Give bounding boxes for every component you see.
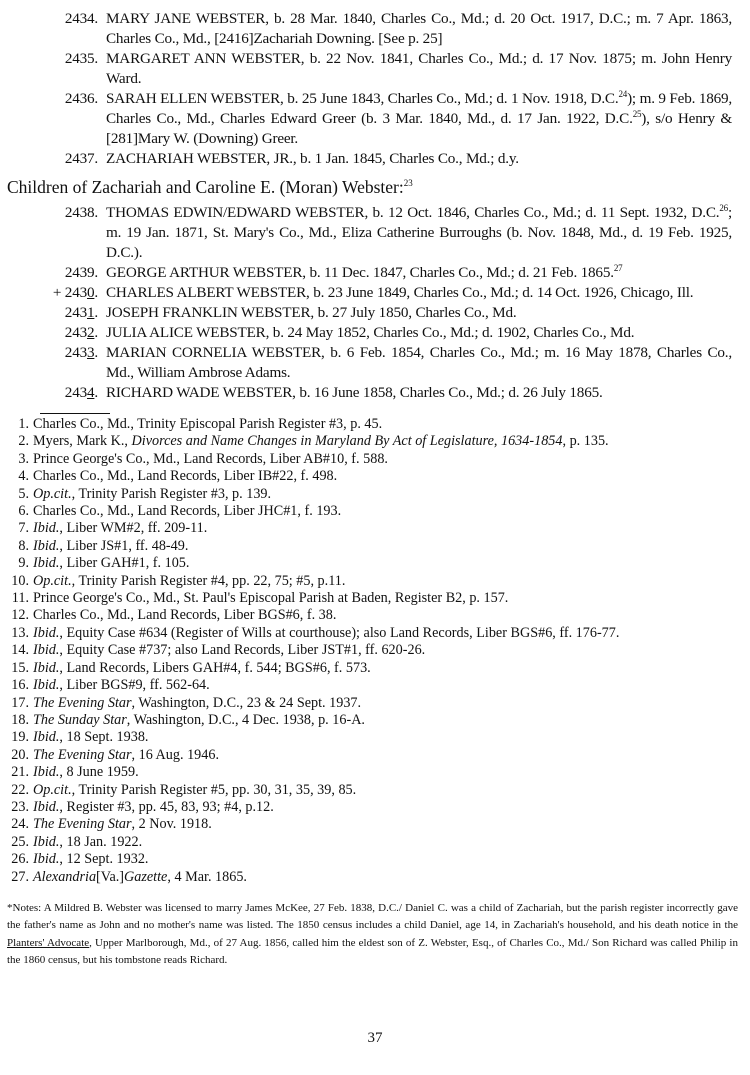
footnote-item — [0, 416, 750, 433]
text-segment: MARIAN CORNELIA WEBSTER, b. 6 Feb. 1854, Charles Co., Md.; m. 16 May 1878, Charles Co., Md., William Ambrose Adams. — [106, 344, 732, 381]
footnote-item — [0, 799, 750, 816]
entry-number: 2437. — [64, 150, 98, 167]
entry-number: 2439. — [64, 264, 98, 281]
footnote-number: 4. — [18, 468, 29, 485]
text-segment: , Liber WM#2, ff. 209-11. — [59, 520, 208, 537]
text-segment: , 8 June 1959. — [59, 764, 139, 781]
text-segment: MARY JANE WEBSTER, b. 28 Mar. 1840, Charles Co., Md.; d. 20 Oct. 1917, D.C.; m. 7 Apr. 1863, Charles Co., Md., [2416]Zachariah Downing. [See p. 25] — [106, 10, 732, 47]
footnote-number: 26. — [11, 851, 29, 868]
entry-marker: + — [52, 284, 65, 301]
entry-number-main: 243 — [64, 384, 87, 401]
entry-item — [0, 149, 750, 169]
footnote-text — [33, 573, 345, 590]
entry-number-main: 243 — [64, 344, 87, 361]
entry-number-digit: 0 — [86, 284, 95, 301]
footnote-number: 12. — [11, 607, 29, 624]
text-segment: GEORGE ARTHUR WEBSTER, b. 11 Dec. 1847, Charles Co., Md.; d. 21 Feb. 1865. — [106, 264, 614, 281]
footnote-number: 14. — [11, 642, 29, 659]
footnote-item — [0, 677, 750, 694]
footnote-item — [0, 520, 750, 537]
entry-item — [0, 203, 750, 263]
entry-number-digit: 4 — [86, 384, 95, 401]
footnote-item — [0, 607, 750, 624]
text-segment: CHARLES ALBERT WEBSTER, b. 23 June 1849, Charles Co., Md.; d. 14 Oct. 1926, Chicago, Ill. — [106, 284, 694, 301]
entry-text — [106, 149, 732, 169]
text-segment: MARGARET ANN WEBSTER, b. 22 Nov. 1841, Charles Co., Md.; d. 17 Nov. 1875; m. John Henry Ward. — [106, 50, 732, 87]
text-segment: ); m. 9 Feb. 1869, Charles Co., Md., Charles Edward Greer (b. 3 Mar. 1840, Md., d. 17 Jan. 1922, D.C. — [106, 90, 732, 127]
footnote-number: 19. — [11, 729, 29, 746]
entry-text — [106, 343, 732, 383]
footnote-text — [33, 625, 619, 642]
footnote-text — [33, 869, 247, 886]
footnote-item — [0, 486, 750, 503]
entry-number: 2436. — [64, 90, 98, 107]
text-segment: JULIA ALICE WEBSTER, b. 24 May 1852, Charles Co., Md.; d. 1902, Charles Co., Md. — [106, 324, 635, 341]
text-segment: , Equity Case #634 (Register of Wills at courthouse); also Land Records, Liber BGS#6, ff. 176-77. — [59, 624, 620, 641]
notes-text-1: *Notes: A Mildred B. Webster was licensed to marry James McKee, 27 Feb. 1838, D.C./ Daniel C. was a child of Zachariah, but the parish register incorrectly gave the father's name as John and no mother's name was listed. The 1850 census includes a child Daniel, age 14, in Zachariah's household, and his death notice in the — [7, 901, 738, 932]
footnote-number: 17. — [11, 694, 29, 711]
text-segment: Charles Co., Md., Land Records, Liber BGS#6, f. 38. — [33, 607, 337, 624]
footnote-item — [0, 451, 750, 468]
footnote-item — [0, 660, 750, 677]
footnote-text — [33, 451, 388, 468]
entry-number — [0, 303, 106, 323]
footnote-text — [33, 486, 271, 503]
footnote-text — [33, 816, 212, 833]
text-segment: ZACHARIAH WEBSTER, JR., b. 1 Jan. 1845, Charles Co., Md.; d.y. — [106, 150, 519, 167]
text-segment: ), s/o Henry & [281]Mary W. (Downing) Greer. — [106, 110, 733, 147]
entry-text — [106, 323, 732, 343]
entry-number-period: . — [94, 384, 98, 401]
footnote-text — [33, 416, 382, 433]
text-segment: Op.cit. — [33, 781, 72, 798]
footnote-item — [0, 712, 750, 729]
text-segment: , Trinity Parish Register #3, p. 139. — [71, 485, 272, 502]
entries-group-children — [0, 203, 750, 403]
entry-number-digit: 1 — [86, 304, 95, 321]
heading-footnote-ref: 23 — [403, 178, 413, 189]
footnote-item — [0, 695, 750, 712]
text-segment: Ibid. — [33, 555, 60, 572]
text-segment: , 2 Nov. 1918. — [131, 816, 212, 833]
footnote-number: 1. — [18, 416, 29, 432]
entry-number-digit: 3 — [86, 344, 95, 361]
text-segment: The Evening Star — [33, 694, 132, 711]
footnote-item — [0, 468, 750, 485]
text-segment: , Equity Case #737; also Land Records, Liber JST#1, ff. 620-26. — [59, 642, 426, 659]
footnote-text — [33, 433, 609, 450]
footnote-text — [33, 590, 508, 607]
footnote-item — [0, 503, 750, 520]
page-number: 37 — [367, 1029, 383, 1046]
text-segment: Ibid. — [33, 624, 60, 641]
entry-item — [0, 343, 750, 383]
text-segment: , p. 135. — [562, 433, 609, 450]
footnote-number: 23. — [11, 798, 29, 815]
text-segment: SARAH ELLEN WEBSTER, b. 25 June 1843, Charles Co., Md.; d. 1 Nov. 1918, D.C. — [106, 90, 619, 107]
entry-item — [0, 303, 750, 323]
footnote-item — [0, 729, 750, 746]
text-segment: [Va.] — [96, 868, 125, 885]
footnote-item — [0, 625, 750, 642]
notes-text-2: , Upper Marlborough, Md., of 27 Aug. 1856, called him the eldest son of Z. Webster, Esq., of Charles Co., Md./ Son Richard was called Philip in the 1860 census, but his tombstone reads Richard. — [7, 936, 738, 967]
footnote-text — [33, 764, 139, 781]
footnote-text — [33, 799, 274, 816]
entry-item — [0, 383, 750, 403]
entry-text — [106, 263, 732, 283]
text-segment: , Liber BGS#9, ff. 562-64. — [59, 677, 210, 694]
entry-number — [0, 383, 106, 403]
footnote-text — [33, 660, 371, 677]
text-segment: , Washington, D.C., 23 & 24 Sept. 1937. — [131, 694, 362, 711]
footnote-number: 18. — [11, 711, 29, 728]
text-segment: , 18 Sept. 1938. — [59, 729, 149, 746]
entry-text — [106, 9, 732, 49]
entry-item — [0, 89, 750, 149]
text-segment: Ibid. — [33, 659, 60, 676]
text-segment: Ibid. — [33, 520, 60, 537]
text-segment: , Land Records, Libers GAH#4, f. 544; BGS#6, f. 573. — [59, 659, 371, 676]
footnote-number: 27. — [11, 868, 29, 885]
text-segment: Ibid. — [33, 851, 60, 868]
heading-text: Children of Zachariah and Caroline E. (Moran) Webster: — [7, 177, 404, 197]
footnote-item — [0, 433, 750, 450]
entry-number: 2434. — [64, 10, 98, 27]
footnote-text — [33, 695, 361, 712]
text-segment: , Liber GAH#1, f. 105. — [59, 555, 190, 572]
footnote-item — [0, 642, 750, 659]
footnote-ref: 24 — [618, 88, 628, 99]
entry-text — [106, 383, 732, 403]
footnote-number: 5. — [18, 485, 29, 502]
footnote-number: 9. — [18, 555, 29, 572]
text-segment: , 12 Sept. 1932. — [59, 851, 149, 868]
footnote-text — [33, 468, 337, 485]
text-segment: Op.cit. — [33, 485, 72, 502]
footnote-item — [0, 816, 750, 833]
text-segment: The Evening Star — [33, 746, 132, 763]
footnote-number: 13. — [11, 624, 29, 641]
text-segment: Prince George's Co., Md., St. Paul's Episcopal Parish at Baden, Register B2, p. 157. — [33, 590, 509, 607]
text-segment: Ibid. — [33, 798, 60, 815]
text-segment: Ibid. — [33, 642, 60, 659]
footnote-number: 25. — [11, 833, 29, 850]
footnote-number: 15. — [11, 659, 29, 676]
footnote-number: 11. — [11, 590, 29, 607]
text-segment: The Sunday Star — [33, 711, 127, 728]
footnote-number: 7. — [18, 520, 29, 537]
entry-number: 2438. — [64, 204, 98, 221]
entry-number-period: . — [94, 324, 98, 341]
entry-number: 2435. — [64, 50, 98, 67]
notes-paragraph — [7, 900, 738, 970]
text-segment: Op.cit. — [33, 572, 72, 589]
footnote-number: 21. — [11, 764, 29, 781]
section-heading — [7, 175, 750, 199]
footnote-number: 8. — [18, 537, 29, 554]
text-segment: , Washington, D.C., 4 Dec. 1938, p. 16-A. — [126, 711, 365, 728]
text-segment: Myers, Mark K., — [33, 433, 132, 450]
entry-number — [0, 343, 106, 383]
text-segment: RICHARD WADE WEBSTER, b. 16 June 1858, Charles Co., Md.; d. 26 July 1865. — [106, 384, 603, 401]
footnote-text — [33, 503, 341, 520]
footnote-number: 3. — [18, 450, 29, 467]
text-segment: Alexandria — [33, 868, 97, 885]
footnote-item — [0, 764, 750, 781]
footnote-ref: 26 — [719, 202, 728, 213]
entry-item — [0, 9, 750, 49]
entry-number-period: . — [94, 304, 98, 321]
entry-number-main: 243 — [64, 284, 87, 301]
entry-item — [0, 49, 750, 89]
footnote-text — [33, 607, 336, 624]
footnote-number: 10. — [11, 572, 29, 589]
entry-item — [0, 263, 750, 283]
footnote-text — [33, 520, 207, 537]
footnote-text — [33, 729, 148, 746]
footnote-divider — [40, 413, 110, 414]
text-segment: The Evening Star — [33, 816, 132, 833]
footnote-item — [0, 590, 750, 607]
text-segment: JOSEPH FRANKLIN WEBSTER, b. 27 July 1850, Charles Co., Md. — [106, 304, 517, 321]
footnote-text — [33, 712, 365, 729]
entry-number — [0, 283, 106, 303]
entry-number-period: . — [94, 344, 98, 361]
text-segment: Ibid. — [33, 677, 60, 694]
footnotes-list — [0, 416, 750, 886]
footnote-text — [33, 677, 210, 694]
footnote-text — [33, 851, 148, 868]
text-segment: , 18 Jan. 1922. — [59, 833, 143, 850]
text-segment: Charles Co., Md., Land Records, Liber JHC#1, f. 193. — [33, 503, 342, 520]
footnote-item — [0, 869, 750, 886]
entry-number-period: . — [94, 284, 98, 301]
footnote-item — [0, 834, 750, 851]
footnote-item — [0, 573, 750, 590]
text-segment: , Trinity Parish Register #5, pp. 30, 31, 35, 39, 85. — [71, 781, 357, 798]
footnote-item — [0, 538, 750, 555]
footnote-number: 24. — [11, 816, 29, 833]
footnote-number: 6. — [18, 503, 29, 520]
footnote-text — [33, 747, 219, 764]
text-segment: Divorces and Name Changes in Maryland By Act of Legislature, 1634-1854 — [131, 433, 563, 450]
footnote-number: 20. — [11, 746, 29, 763]
entry-number-main: 243 — [64, 304, 87, 321]
text-segment: Ibid. — [33, 764, 60, 781]
text-segment: , 16 Aug. 1946. — [131, 746, 220, 763]
entry-text — [106, 49, 732, 89]
notes-newspaper-title: Planters' Advocate — [7, 936, 90, 949]
footnote-item — [0, 851, 750, 868]
text-segment: , Register #3, pp. 45, 83, 93; #4, p.12. — [59, 798, 274, 815]
entries-group-first — [0, 9, 750, 169]
entry-number-digit: 2 — [86, 324, 95, 341]
footnote-ref: 25 — [632, 108, 642, 119]
footnote-text — [33, 834, 142, 851]
entry-text — [106, 283, 732, 303]
footnote-ref: 27 — [613, 262, 623, 273]
footnote-text — [33, 782, 356, 799]
text-segment: THOMAS EDWIN/EDWARD WEBSTER, b. 12 Oct. 1846, Charles Co., Md.; d. 11 Sept. 1932, D.C. — [106, 204, 720, 221]
text-segment: Ibid. — [33, 729, 60, 746]
text-segment: , Trinity Parish Register #4, pp. 22, 75; #5, p.11. — [71, 572, 346, 589]
entry-number-main: 243 — [64, 324, 87, 341]
footnote-item — [0, 782, 750, 799]
entry-item — [0, 283, 750, 303]
text-segment: Prince George's Co., Md., Land Records, Liber AB#10, f. 588. — [33, 450, 388, 467]
text-segment: Charles Co., Md., Land Records, Liber IB#22, f. 498. — [33, 468, 338, 485]
text-segment: ; m. 19 Jan. 1871, St. Mary's Co., Md., Eliza Catherine Burroughs (b. Nov. 1848, Md., d. 19 Feb. 1925, D.C.). — [106, 204, 732, 261]
entry-text — [106, 203, 732, 263]
entry-number — [0, 323, 106, 343]
footnote-text — [33, 555, 189, 572]
footnote-item — [0, 555, 750, 572]
text-segment: , 4 Mar. 1865. — [167, 868, 247, 885]
text-segment: Charles Co., Md., Trinity Episcopal Parish Register #3, p. 45. — [33, 416, 383, 432]
footnote-item — [0, 747, 750, 764]
text-segment: Ibid. — [33, 833, 60, 850]
footnote-number: 16. — [11, 677, 29, 694]
footnote-text — [33, 538, 188, 555]
genealogy-entries — [0, 9, 750, 403]
footnote-text — [33, 642, 425, 659]
entry-item — [0, 323, 750, 343]
footnote-number: 22. — [11, 781, 29, 798]
text-segment: Ibid. — [33, 537, 60, 554]
text-segment: Gazette — [124, 868, 168, 885]
text-segment: , Liber JS#1, ff. 48-49. — [59, 537, 189, 554]
footnote-number: 2. — [18, 433, 29, 450]
entry-text — [106, 303, 732, 323]
entry-text — [106, 89, 732, 149]
